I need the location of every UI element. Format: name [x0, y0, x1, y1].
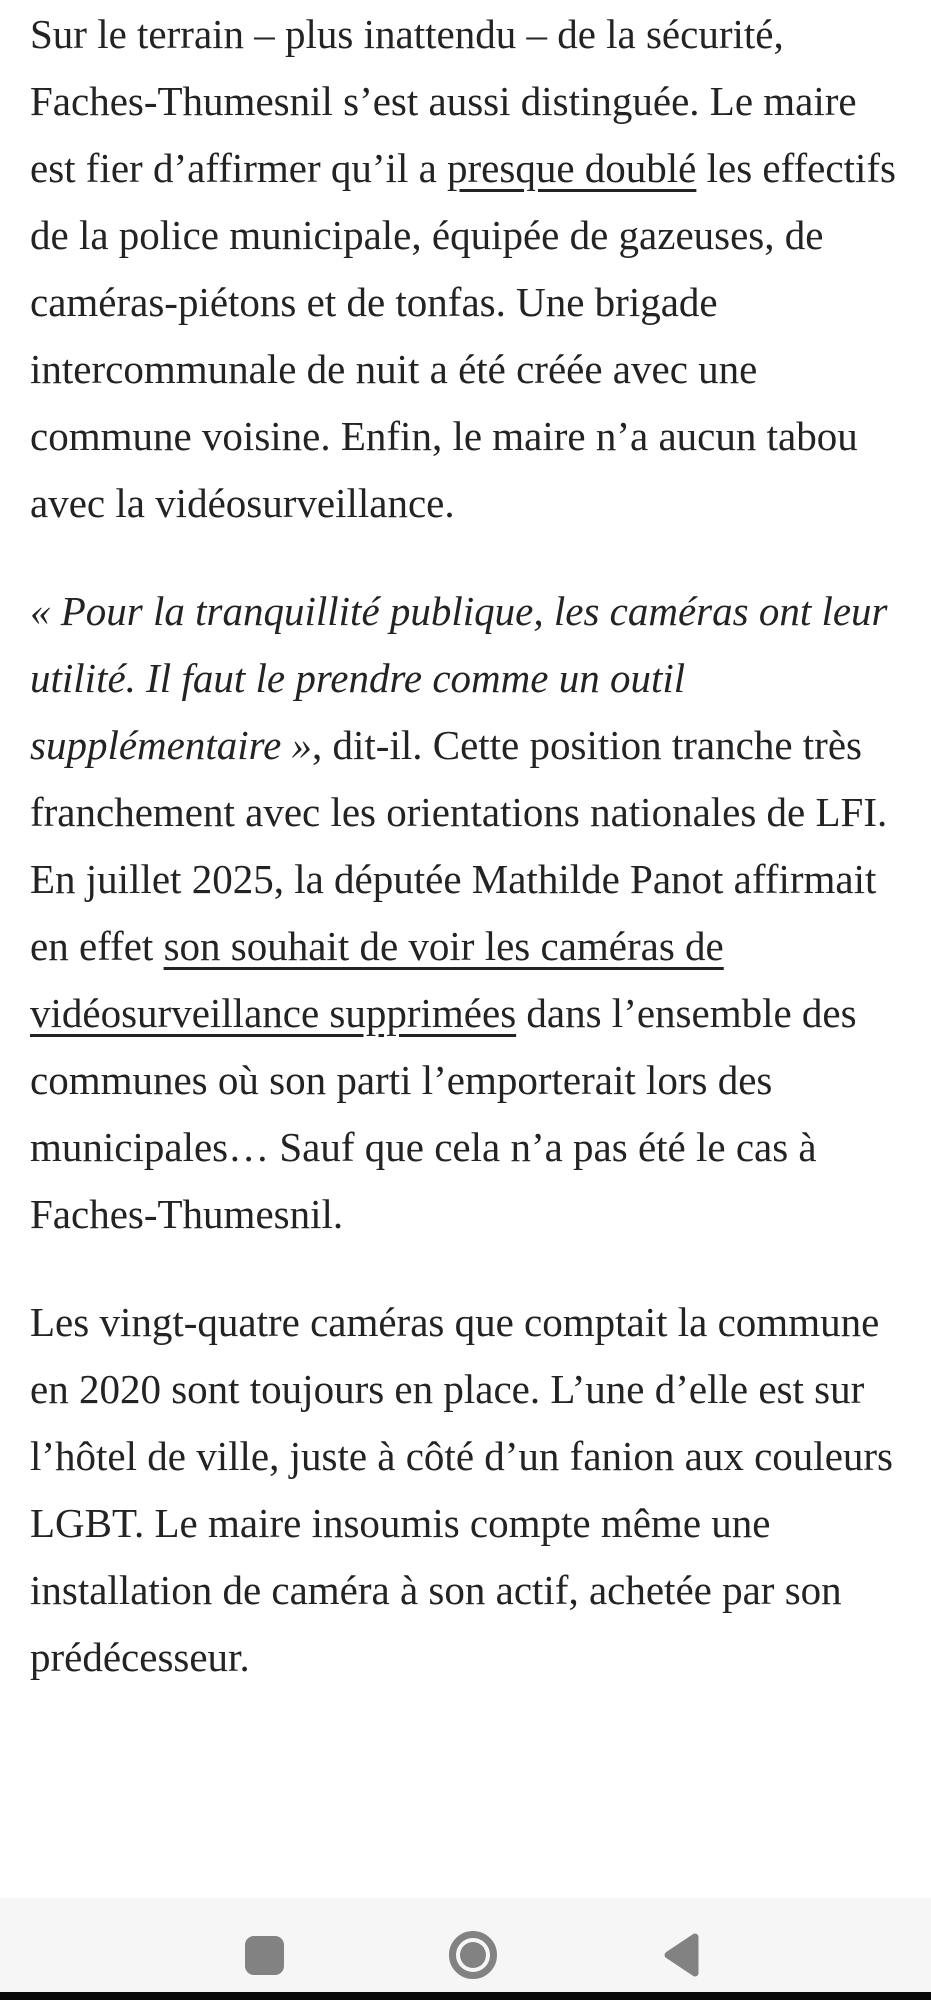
- triangle-left-icon: [660, 1931, 700, 1979]
- android-navbar: [0, 1898, 931, 1992]
- inline-link[interactable]: son souhait de voir les caméras de vidéosurveillance supprimées: [30, 923, 724, 1036]
- square-icon: [245, 1936, 284, 1975]
- back-button[interactable]: [656, 1931, 704, 1979]
- body-text-run: dans l’ensemble des communes où son parti l’emporterait lors des municipales… Sauf que cela n’a pas été le cas à Faches-Thumesnil.: [30, 990, 857, 1237]
- screen-bottom-strip: [0, 1992, 931, 2000]
- quote-italic-text: « Pour la tranquillité publique, les caméras ont leur utilité. Il faut le prendre comme un outil supplémentaire »: [30, 588, 888, 768]
- circle-icon: [449, 1931, 497, 1979]
- body-text-run: Les vingt-quatre caméras que comptait la commune en 2020 sont toujours en place. L’une d’elle est sur l’hôtel de ville, juste à côté d’un fanion aux couleurs LGBT. Le maire insoumis compte même une installation de caméra à son actif, achetée par son prédécesseur.: [30, 1299, 894, 1680]
- body-text-run: les effectifs de la police municipale, équipée de gazeuses, de caméras-piétons et de tonfas. Une brigade intercommunale de nuit a été créée avec une commune voisine. Enfin, le maire n’a aucun tabou avec la vidéosurveillance.: [30, 145, 896, 526]
- article-paragraph: [30, 1, 901, 537]
- inline-link[interactable]: presque doublé: [447, 145, 697, 191]
- body-text-run: Sur le terrain – plus inattendu – de la sécurité, Faches-Thumesnil s’est aussi distinguée. Le maire est fier d’affirmer qu’il a: [30, 11, 857, 191]
- article-paragraph: [30, 578, 901, 1248]
- body-text-run: , dit-il. Cette position tranche très franchement avec les orientations nationales de LFI. En juillet 2025, la députée Mathilde Panot affirmait en effet: [30, 722, 888, 969]
- article-paragraph: [30, 1289, 901, 1691]
- recents-button[interactable]: [240, 1931, 288, 1979]
- home-button[interactable]: [449, 1931, 497, 1979]
